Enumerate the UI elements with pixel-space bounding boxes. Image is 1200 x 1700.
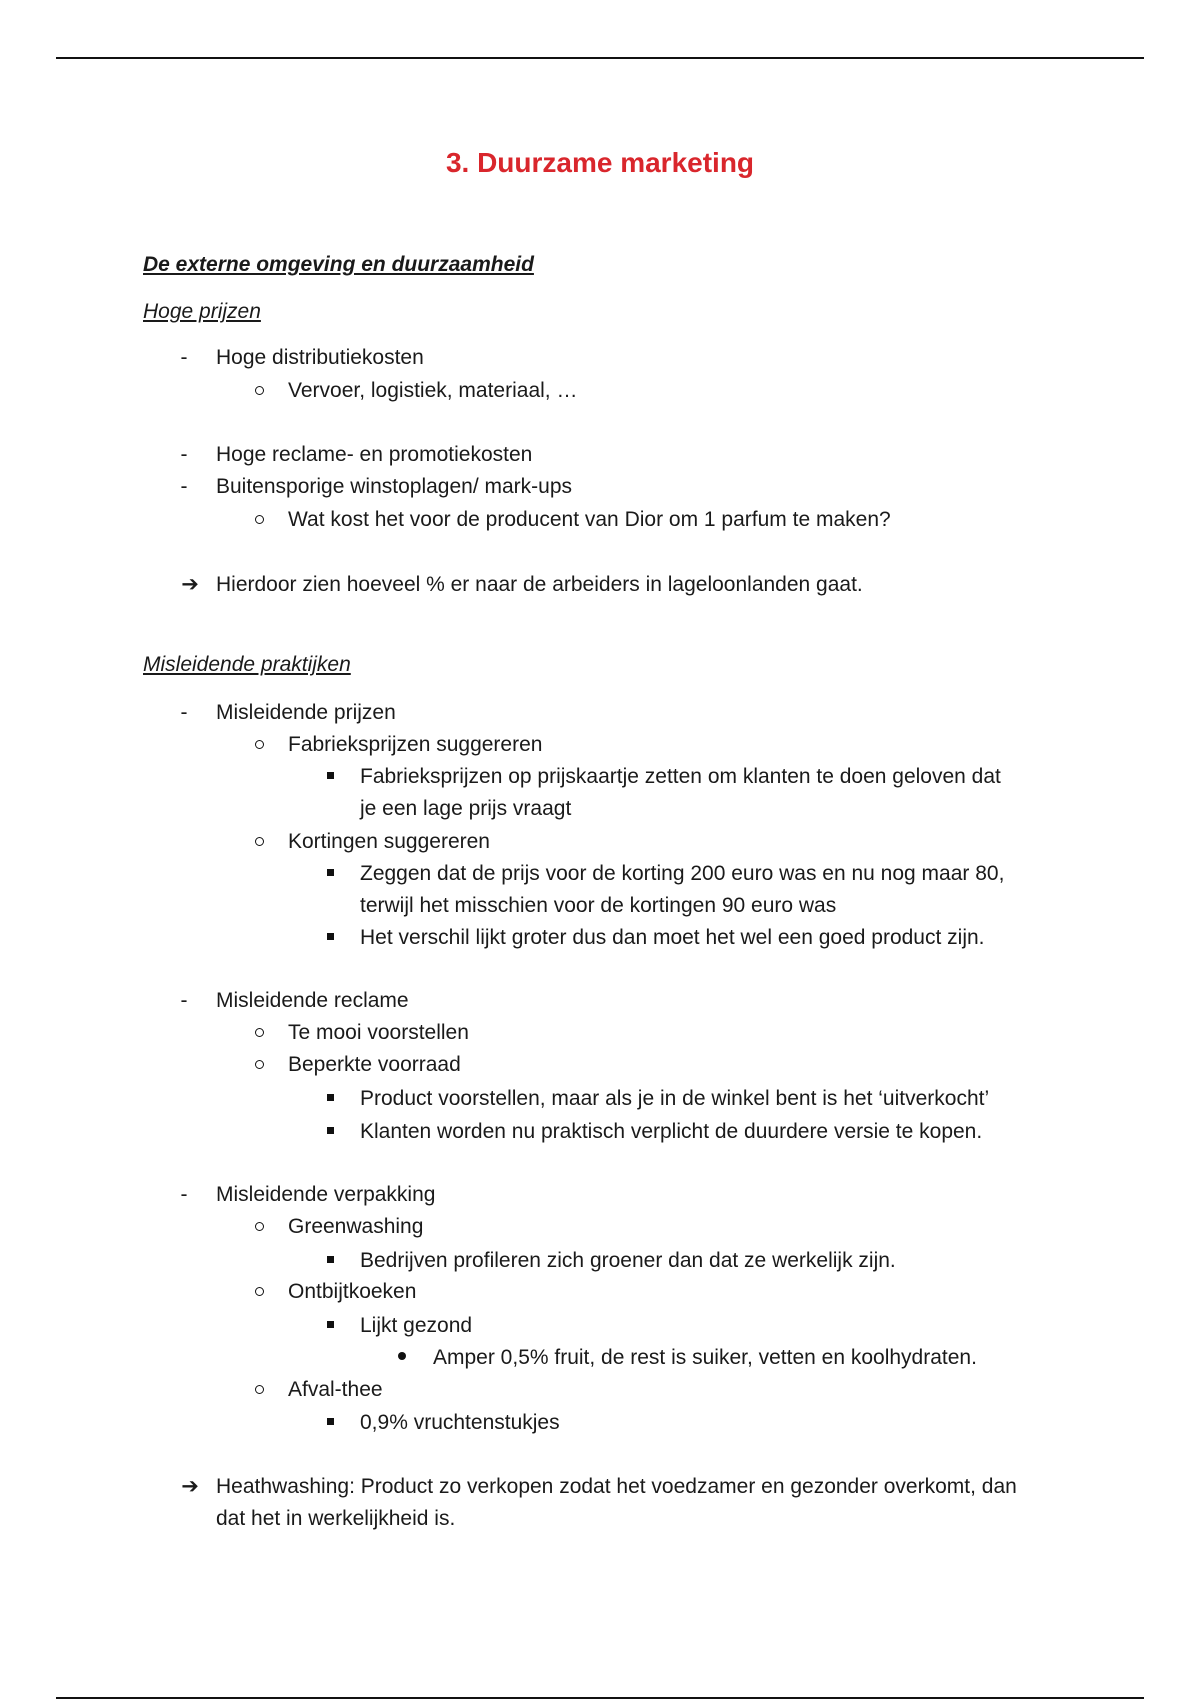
- list-item: Product voorstellen, maar als je in de winkel bent is het ‘uitverkocht’: [360, 1087, 990, 1110]
- list-item: 0,9% vruchtenstukjes: [360, 1411, 560, 1434]
- circle-bullet-icon: [249, 826, 269, 858]
- dash-marker: -: [180, 1183, 188, 1206]
- list-item: Kortingen suggereren: [288, 830, 490, 853]
- circle-bullet-icon: [249, 1211, 269, 1243]
- list-item: Afval-thee: [288, 1378, 383, 1401]
- list-item: Te mooi voorstellen: [288, 1021, 469, 1044]
- list-item: Lijkt gezond: [360, 1314, 473, 1337]
- list-item: Het verschil lijkt groter dus dan moet het wel een goed product zijn.: [360, 926, 985, 949]
- list-item: Klanten worden nu praktisch verplicht de duurdere versie te kopen.: [360, 1120, 983, 1143]
- list-item: Vervoer, logistiek, materiaal, …: [288, 379, 578, 402]
- list-item: Hoge distributiekosten: [216, 346, 424, 369]
- square-bullet-icon: [320, 858, 340, 890]
- circle-bullet-icon: [249, 729, 269, 761]
- square-bullet-icon: [320, 1245, 340, 1277]
- subheading-misleidende-praktijken: Misleidende praktijken: [143, 653, 351, 676]
- list-item-continuation: je een lage prijs vraagt: [360, 797, 572, 820]
- list-item: Beperkte voorraad: [288, 1053, 461, 1076]
- list-item: Buitensporige winstoplagen/ mark-ups: [216, 475, 573, 498]
- list-item: Hoge reclame- en promotiekosten: [216, 443, 533, 466]
- arrow-right-icon: ➔: [181, 573, 199, 596]
- list-item: Amper 0,5% fruit, de rest is suiker, vetten en koolhydraten.: [433, 1346, 977, 1369]
- list-item: Greenwashing: [288, 1215, 424, 1238]
- arrow-right-icon: ➔: [181, 1475, 199, 1498]
- conclusion-text: Heathwashing: Product zo verkopen zodat het voedzamer en gezonder overkomt, dan: [216, 1475, 1017, 1498]
- list-item: Misleidende reclame: [216, 989, 409, 1012]
- round-bullet-icon: [392, 1342, 412, 1374]
- dash-marker: -: [180, 989, 188, 1012]
- square-bullet-icon: [320, 1083, 340, 1115]
- square-bullet-icon: [320, 922, 340, 954]
- circle-bullet-icon: [249, 1017, 269, 1049]
- circle-bullet-icon: [249, 1049, 269, 1081]
- dash-marker: -: [180, 701, 188, 724]
- circle-bullet-icon: [249, 1374, 269, 1406]
- list-item: Ontbijtkoeken: [288, 1280, 417, 1303]
- bottom-rule: [56, 1697, 1144, 1699]
- conclusion-text-continuation: dat het in werkelijkheid is.: [216, 1507, 456, 1530]
- top-rule: [56, 57, 1144, 59]
- square-bullet-icon: [320, 1310, 340, 1342]
- list-item: Fabrieksprijzen op prijskaartje zetten om klanten te doen geloven dat: [360, 765, 1001, 788]
- dash-marker: -: [180, 443, 188, 466]
- square-bullet-icon: [320, 1407, 340, 1439]
- circle-bullet-icon: [249, 504, 269, 536]
- list-item: Fabrieksprijzen suggereren: [288, 733, 543, 756]
- circle-bullet-icon: [249, 1276, 269, 1308]
- dash-marker: -: [180, 475, 188, 498]
- list-item: Misleidende prijzen: [216, 701, 396, 724]
- conclusion-text: Hierdoor zien hoeveel % er naar de arbeiders in lageloonlanden gaat.: [216, 573, 863, 596]
- square-bullet-icon: [320, 761, 340, 793]
- list-item-continuation: terwijl het misschien voor de kortingen 90 euro was: [360, 894, 837, 917]
- subheading-hoge-prijzen: Hoge prijzen: [143, 300, 261, 323]
- circle-bullet-icon: [249, 375, 269, 407]
- square-bullet-icon: [320, 1116, 340, 1148]
- section-heading: De externe omgeving en duurzaamheid: [143, 253, 534, 276]
- list-item: Bedrijven profileren zich groener dan dat ze werkelijk zijn.: [360, 1249, 896, 1272]
- list-item: Zeggen dat de prijs voor de korting 200 euro was en nu nog maar 80,: [360, 862, 1005, 885]
- page-title: 3. Duurzame marketing: [445, 147, 755, 178]
- list-item: Wat kost het voor de producent van Dior om 1 parfum te maken?: [288, 508, 891, 531]
- dash-marker: -: [180, 346, 188, 369]
- list-item: Misleidende verpakking: [216, 1183, 436, 1206]
